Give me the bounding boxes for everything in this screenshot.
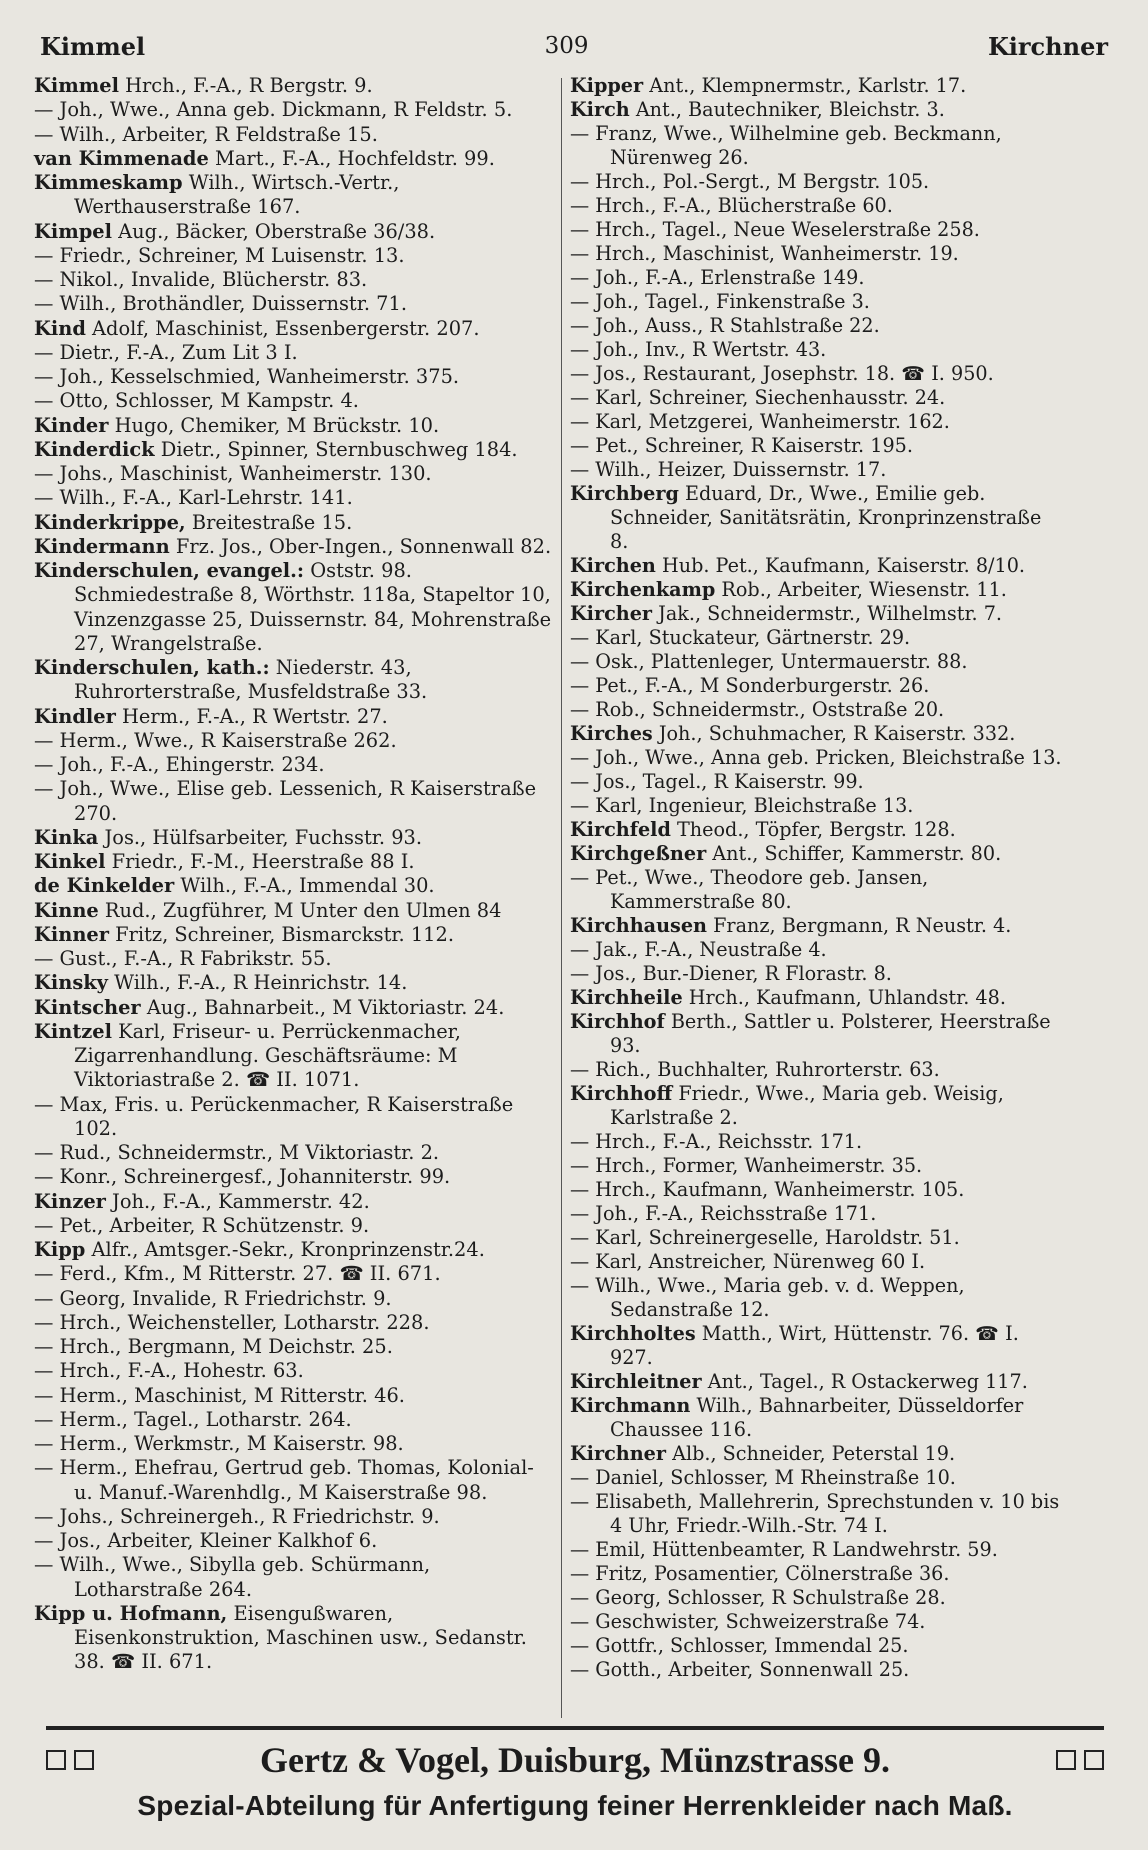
directory-entry (34, 559, 554, 656)
entry-details: Rud., Zugführer, M Unter den Ulmen 84 (98, 898, 502, 922)
directory-entry (34, 874, 554, 898)
directory-entry (570, 1562, 1064, 1586)
entry-details: Oststr. 98. Schmiedestraße 8, Wörthstr. 118a, Stapeltor 10, Vinzenzgasse 25, Duissernstr. 84, Mohrenstraße 27, Wrangelstraße. (74, 559, 552, 655)
entry-details: — Georg, Invalide, R Friedrichstr. 9. (34, 1286, 392, 1310)
directory-entry (34, 389, 554, 413)
directory-entry (34, 1456, 554, 1505)
entry-surname: Kirchgeßner (570, 842, 707, 865)
directory-entry (34, 1165, 554, 1189)
entry-details: Berth., Sattler u. Polsterer, Heerstraße 93. (610, 1010, 1051, 1057)
entry-details: — Karl, Metzgerei, Wanheimerstr. 162. (570, 410, 950, 433)
directory-entry (570, 482, 1064, 554)
entry-details: Hrch., Kaufmann, Uhlandstr. 48. (682, 986, 1006, 1009)
entry-details: Eisengußwaren, Eisenkonstruktion, Maschinen usw., Sedanstr. 38. ☎ II. 671. (74, 1601, 527, 1674)
directory-entry (570, 722, 1064, 746)
page-header (40, 26, 1108, 66)
directory-entry (34, 1408, 554, 1432)
entry-details: Frz. Jos., Ober-Ingen., Sonnenwall 82. (169, 534, 552, 558)
directory-entry (34, 705, 554, 729)
entry-details: — Osk., Plattenleger, Untermauerstr. 88. (570, 650, 968, 673)
entry-details: — Franz, Wwe., Wilhelmine geb. Beckmann, Nürenweg 26. (570, 122, 1002, 169)
right-column (570, 74, 1064, 1682)
directory-entry (570, 386, 1064, 410)
directory-entry (570, 1010, 1064, 1058)
directory-entry (34, 147, 554, 171)
directory-entry (34, 1359, 554, 1383)
entry-details: — Joh., Kesselschmied, Wanheimerstr. 375. (34, 365, 460, 388)
entry-surname: Kinka (34, 825, 99, 849)
entry-surname: Kindermann (34, 534, 170, 558)
entry-surname: Kinderschulen, evangel.: (34, 559, 305, 582)
directory-entry (570, 1466, 1064, 1490)
entry-details: Wilh., F.-A., Immendal 30. (174, 874, 435, 898)
directory-entry (570, 914, 1064, 938)
directory-entry (34, 1432, 554, 1456)
directory-entry (570, 362, 1064, 386)
entry-details: — Rich., Buchhalter, Ruhrorterstr. 63. (570, 1058, 940, 1081)
ad-company-line: Gertz & Vogel, Duisburg, Münzstrasse 9. (260, 1740, 890, 1780)
entry-details: — Fritz, Posamentier, Cölnerstraße 36. (570, 1562, 950, 1585)
entry-details: Wilh., Bahnarbeiter, Düsseldorfer Chaussee 116. (610, 1394, 1024, 1441)
entry-details: — Joh., Auss., R Stahlstraße 22. (570, 314, 880, 337)
directory-entry (570, 1442, 1064, 1466)
directory-entry (34, 923, 554, 947)
directory-entry (570, 818, 1064, 842)
entry-surname: Kircher (570, 602, 653, 625)
directory-entry (34, 365, 554, 389)
entry-details: — Herm., Maschinist, M Ritterstr. 46. (34, 1383, 405, 1407)
directory-entry (34, 1093, 554, 1142)
directory-entry (570, 1370, 1064, 1394)
entry-surname: Kirchheile (570, 986, 683, 1009)
footer-ad-headline (46, 1736, 1104, 1784)
entry-surname: Kimmeskamp (34, 171, 183, 194)
entry-details: — Karl, Ingenieur, Bleichstraße 13. (570, 794, 914, 817)
directory-entry (570, 650, 1064, 674)
directory-entry (570, 218, 1064, 242)
directory-entry (570, 1610, 1064, 1634)
entry-details: — Jos., Restaurant, Josephstr. 18. ☎ I. 950. (570, 362, 994, 385)
directory-entry (34, 1335, 554, 1359)
entry-details: — Hrch., Maschinist, Wanheimerstr. 19. (570, 242, 959, 265)
entry-details: — Gotth., Arbeiter, Sonnenwall 25. (570, 1658, 910, 1681)
entry-details: — Pet., Arbeiter, R Schützenstr. 9. (34, 1213, 370, 1237)
entry-details: Eduard, Dr., Wwe., Emilie geb. Schneider, Sanitätsrätin, Kronprinzenstraße 8. (610, 482, 1042, 553)
entry-surname: Kirchleitner (570, 1370, 702, 1393)
entry-surname: Kirchfeld (570, 818, 671, 841)
directory-entry (34, 268, 554, 292)
entry-details: — Pet., Schreiner, R Kaiserstr. 195. (570, 434, 913, 457)
directory-entry (34, 1238, 554, 1262)
directory-entry (34, 1553, 554, 1602)
entry-details: — Joh., Wwe., Elise geb. Lessenich, R Kaiserstraße 270. (34, 777, 537, 825)
entry-details: — Johs., Schreinergeh., R Friedrichstr. 9. (34, 1504, 440, 1528)
entry-details: — Wilh., Heizer, Duissernstr. 17. (570, 458, 887, 481)
entry-details: Aug., Bahnarbeit., M Viktoriastr. 24. (140, 995, 505, 1019)
entry-details: Alb., Schneider, Peterstal 19. (665, 1442, 956, 1465)
directory-entry (34, 535, 554, 559)
entry-surname: Kirchholtes (570, 1322, 696, 1345)
directory-entry (34, 98, 554, 122)
entry-details: — Jos., Tagel., R Kaiserstr. 99. (570, 770, 864, 793)
directory-entry (570, 1130, 1064, 1154)
entry-surname: Kinderkrippe, (34, 510, 186, 534)
directory-entry (570, 578, 1064, 602)
directory-entry (34, 486, 554, 510)
entry-details: Jak., Schneidermstr., Wilhelmstr. 7. (652, 602, 1003, 625)
directory-entry (570, 602, 1064, 626)
entry-details: Jos., Hülfsarbeiter, Fuchsstr. 93. (98, 825, 423, 849)
entry-details: Aug., Bäcker, Oberstraße 36/38. (112, 219, 436, 243)
entry-details: — Hrch., Former, Wanheimerstr. 35. (570, 1154, 923, 1177)
entry-details: — Joh., F.-A., Erlenstraße 149. (570, 266, 865, 289)
entry-details: Karl, Friseur- u. Perrückenmacher, Zigarrenhandlung. Geschäftsräume: M Viktoriastraße 2. ☎ II. 1071. (74, 1019, 461, 1092)
directory-entry (570, 1658, 1064, 1682)
entry-details: — Hrch., Pol.-Sergt., M Bergstr. 105. (570, 170, 930, 193)
directory-entry (34, 826, 554, 850)
directory-entry (570, 290, 1064, 314)
directory-entry (570, 458, 1064, 482)
entry-details: Mart., F.-A., Hochfeldstr. 99. (208, 146, 495, 170)
entry-details: — Hrch., Kaufmann, Wanheimerstr. 105. (570, 1178, 965, 1201)
directory-entry (570, 626, 1064, 650)
directory-entry (570, 986, 1064, 1010)
directory-entry (34, 292, 554, 316)
directory-entry (570, 74, 1064, 98)
entry-surname: Kinder (34, 413, 109, 437)
entry-surname: Kirchenkamp (570, 578, 716, 601)
entry-details: Friedr., Wwe., Maria geb. Weisig, Karlstraße 2. (610, 1082, 1004, 1129)
entry-details: Matth., Wirt, Hüttenstr. 76. ☎ I. 927. (610, 1322, 1019, 1369)
directory-entry (34, 1311, 554, 1335)
footer-ad-tagline: Spezial-Abteilung für Anfertigung feiner Herrenkleider nach Maß. (137, 1790, 1013, 1821)
directory-entry (570, 1634, 1064, 1658)
directory-entry (570, 938, 1064, 962)
entry-surname: Kirchner (570, 1442, 666, 1465)
entry-surname: Kirchhof (570, 1010, 665, 1033)
entry-details: — Rob., Schneidermstr., Oststraße 20. (570, 698, 945, 721)
directory-entry (34, 123, 554, 147)
entry-details: Rob., Arbeiter, Wiesenstr. 11. (715, 578, 1007, 601)
directory-entry (570, 866, 1064, 914)
entry-surname: Kintscher (34, 995, 141, 1019)
entry-details: — Dietr., F.-A., Zum Lit 3 I. (34, 340, 298, 364)
entry-details: — Pet., F.-A., M Sonderburgerstr. 26. (570, 674, 930, 697)
entry-details: — Hrch., F.-A., Hohestr. 63. (34, 1359, 304, 1383)
directory-entry (34, 899, 554, 923)
entry-details: — Ferd., Kfm., M Ritterstr. 27. ☎ II. 671. (34, 1262, 441, 1286)
entry-details: — Herm., Tagel., Lotharstr. 264. (34, 1407, 352, 1431)
entry-surname: Kirchhausen (570, 914, 708, 937)
entry-surname: Kimpel (34, 219, 112, 243)
directory-entry (570, 770, 1064, 794)
entry-details: Ant., Bautechniker, Bleichstr. 3. (629, 98, 945, 121)
entry-details: — Emil, Hüttenbeamter, R Landwehrstr. 59. (570, 1538, 998, 1561)
entry-surname: Kintzel (34, 1019, 112, 1043)
entry-details: — Hrch., F.-A., Reichsstr. 171. (570, 1130, 863, 1153)
entry-details: Fritz, Schreiner, Bismarckstr. 112. (108, 922, 455, 946)
directory-entry (570, 98, 1064, 122)
entry-details: — Pet., Wwe., Theodore geb. Jansen, Kammerstraße 80. (570, 866, 929, 913)
directory-entry (570, 674, 1064, 698)
entry-surname: Kinne (34, 898, 99, 922)
directory-entry (570, 962, 1064, 986)
entry-details: Ant., Tagel., R Ostackerweg 117. (701, 1370, 1028, 1393)
directory-entry (570, 1490, 1064, 1538)
entry-details: Herm., F.-A., R Wertstr. 27. (115, 704, 388, 728)
ornament-boxes-left (46, 1750, 94, 1770)
entry-details: Hrch., F.-A., R Bergstr. 9. (118, 74, 373, 97)
entry-surname: Kirchhoff (570, 1082, 673, 1105)
left-column (34, 74, 554, 1675)
entry-surname: Kirchberg (570, 482, 679, 505)
header-left-word: Kimmel (40, 31, 146, 61)
entry-details: Franz, Bergmann, R Neustr. 4. (707, 914, 1012, 937)
entry-surname: Kipp u. Hofmann, (34, 1601, 228, 1625)
directory-entry (34, 1262, 554, 1286)
directory-entry (570, 434, 1064, 458)
footer-rule (46, 1726, 1104, 1730)
directory-entry (34, 511, 554, 535)
entry-surname: Kipper (570, 74, 644, 97)
directory-entry (34, 1602, 554, 1675)
entry-details: — Joh., Wwe., Anna geb. Pricken, Bleichstraße 13. (570, 746, 1062, 769)
directory-entry (570, 410, 1064, 434)
entry-details: — Joh., Tagel., Finkenstraße 3. (570, 290, 870, 313)
directory-entry (570, 1058, 1064, 1082)
entry-details: — Karl, Stuckateur, Gärtnerstr. 29. (570, 626, 911, 649)
entry-details: — Friedr., Schreiner, M Luisenstr. 13. (34, 243, 405, 267)
entry-details: — Konr., Schreinergesf., Johanniterstr. 99. (34, 1165, 451, 1189)
entry-details: Wilh., F.-A., R Heinrichstr. 14. (107, 971, 408, 995)
entry-details: Hugo, Chemiker, M Brückstr. 10. (108, 413, 440, 437)
directory-entry (34, 947, 554, 971)
directory-entry (570, 1226, 1064, 1250)
entry-details: — Daniel, Schlosser, M Rheinstraße 10. (570, 1466, 956, 1489)
entry-surname: Kipp (34, 1238, 86, 1261)
directory-entry (570, 1322, 1064, 1370)
directory-entry (34, 171, 554, 220)
directory-entry (34, 220, 554, 244)
entry-surname: Kirchmann (570, 1394, 691, 1417)
entry-details: — Rud., Schneidermstr., M Viktoriastr. 2. (34, 1141, 440, 1164)
entry-details: — Gust., F.-A., R Fabrikstr. 55. (34, 947, 332, 970)
entry-details: Joh., F.-A., Kammerstr. 42. (105, 1189, 370, 1213)
entry-details: — Max, Fris. u. Perückenmacher, R Kaiserstraße 102. (34, 1092, 514, 1140)
entry-details: — Jak., F.-A., Neustraße 4. (570, 938, 827, 961)
entry-details: — Elisabeth, Mallehrerin, Sprechstunden v. 10 bis 4 Uhr, Friedr.-Wilh.-Str. 74 I. (570, 1490, 1060, 1537)
entry-details: — Wilh., Wwe., Maria geb. v. d. Weppen, Sedanstraße 12. (570, 1274, 965, 1321)
entry-surname: Kimmel (34, 74, 119, 97)
entry-surname: Kirches (570, 722, 653, 745)
directory-entry (570, 698, 1064, 722)
entry-details: — Georg, Schlosser, R Schulstraße 28. (570, 1586, 946, 1609)
entry-details: Joh., Schuhmacher, R Kaiserstr. 332. (652, 722, 1016, 745)
directory-entry (570, 554, 1064, 578)
directory-entry (34, 729, 554, 753)
directory-entry (570, 1154, 1064, 1178)
directory-entry (570, 842, 1064, 866)
directory-entry (570, 1538, 1064, 1562)
directory-entry (34, 1020, 554, 1093)
directory-entry (34, 1141, 554, 1165)
entry-details: — Wilh., Wwe., Sibylla geb. Schürmann, Lotharstraße 264. (34, 1553, 431, 1601)
entry-details: — Karl, Schreinergeselle, Haroldstr. 51. (570, 1226, 960, 1249)
directory-entry (34, 341, 554, 365)
directory-entry (34, 850, 554, 874)
entry-details: — Otto, Schlosser, M Kampstr. 4. (34, 389, 359, 413)
entry-surname: Kinderschulen, kath.: (34, 656, 270, 679)
entry-details: — Wilh., F.-A., Karl-Lehrstr. 141. (34, 486, 353, 510)
directory-entry (34, 1287, 554, 1311)
directory-entry (34, 414, 554, 438)
entry-details: Theod., Töpfer, Bergstr. 128. (670, 818, 956, 841)
directory-entry (570, 794, 1064, 818)
entry-surname: Kinkel (34, 850, 106, 873)
directory-entry (570, 122, 1064, 170)
entry-details: Hub. Pet., Kaufmann, Kaiserstr. 8/10. (655, 554, 1026, 577)
entry-surname: Kinderdick (34, 437, 155, 461)
entry-details: Ant., Schiffer, Kammerstr. 80. (706, 842, 1002, 865)
column-divider (561, 78, 562, 1718)
entry-details: — Gottfr., Schlosser, Immendal 25. (570, 1634, 909, 1657)
directory-entry (34, 1529, 554, 1553)
entry-details: Breitestraße 15. (185, 510, 353, 534)
entry-surname: de Kinkelder (34, 874, 175, 898)
directory-entry (34, 317, 554, 341)
entry-surname: Kindler (34, 704, 116, 728)
directory-entry (570, 1082, 1064, 1130)
entry-details: — Joh., Inv., R Wertstr. 43. (570, 338, 827, 361)
entry-surname: Kirchen (570, 554, 656, 577)
entry-details: — Jos., Arbeiter, Kleiner Kalkhof 6. (34, 1529, 378, 1552)
entry-details: — Jos., Bur.-Diener, R Florastr. 8. (570, 962, 892, 985)
directory-entry (570, 314, 1064, 338)
directory-entry (34, 777, 554, 826)
directory-entry (570, 194, 1064, 218)
entry-details: — Herm., Werkmstr., M Kaiserstr. 98. (34, 1432, 404, 1455)
directory-entry (570, 1274, 1064, 1322)
directory-entry (570, 242, 1064, 266)
ornament-boxes-right (1056, 1750, 1104, 1770)
directory-entry (570, 1586, 1064, 1610)
directory-entry (34, 656, 554, 705)
entry-details: Dietr., Spinner, Sternbuschweg 184. (154, 437, 518, 461)
directory-entry (34, 462, 554, 486)
directory-entry (34, 74, 554, 98)
directory-entry (570, 746, 1064, 770)
entry-details: — Joh., F.-A., Reichsstraße 171. (570, 1202, 877, 1225)
header-right-word: Kirchner (987, 31, 1108, 61)
entry-details: — Wilh., Brothändler, Duissernstr. 71. (34, 292, 408, 316)
directory-entry (34, 1190, 554, 1214)
directory-entry (570, 1250, 1064, 1274)
entry-surname: van Kimmenade (34, 146, 209, 170)
directory-entry (570, 1394, 1064, 1442)
entry-surname: Kinner (34, 922, 109, 946)
entry-details: — Nikol., Invalide, Blücherstr. 83. (34, 268, 368, 291)
entry-surname: Kinsky (34, 971, 108, 995)
entry-details: — Herm., Ehefrau, Gertrud geb. Thomas, Kolonial- u. Manuf.-Warenhdlg., M Kaiserstraße 98. (34, 1456, 534, 1504)
entry-details: — Geschwister, Schweizerstraße 74. (570, 1610, 926, 1633)
entry-details: — Hrch., Tagel., Neue Weselerstraße 258. (570, 218, 980, 241)
entry-details: Adolf, Maschinist, Essenbergerstr. 207. (85, 316, 480, 340)
directory-entry (570, 1178, 1064, 1202)
directory-entry (34, 996, 554, 1020)
entry-details: — Karl, Schreiner, Siechenhausstr. 24. (570, 386, 946, 409)
entry-details: — Wilh., Arbeiter, R Feldstraße 15. (34, 122, 378, 146)
entry-surname: Kind (34, 316, 86, 340)
entry-details: — Johs., Maschinist, Wanheimerstr. 130. (34, 462, 432, 485)
entry-details: — Hrch., Weichensteller, Lotharstr. 228. (34, 1310, 430, 1334)
directory-entry (34, 244, 554, 268)
entry-details: Ant., Klempnermstr., Karlstr. 17. (643, 74, 967, 97)
page-number: 309 (544, 33, 589, 59)
directory-entry (34, 1214, 554, 1238)
directory-entry (34, 1384, 554, 1408)
directory-entry (34, 971, 554, 995)
directory-entry (34, 753, 554, 777)
entry-surname: Kinzer (34, 1189, 106, 1213)
directory-entry (570, 1202, 1064, 1226)
entry-details: Alfr., Amtsger.-Sekr., Kronprinzenstr.24. (85, 1238, 485, 1261)
entry-details: Friedr., F.-M., Heerstraße 88 I. (105, 850, 415, 873)
entry-details: — Joh., F.-A., Ehingerstr. 234. (34, 753, 325, 776)
directory-entry (34, 1505, 554, 1529)
entry-details: — Hrch., F.-A., Blücherstraße 60. (570, 194, 893, 217)
directory-entry (570, 266, 1064, 290)
entry-details: — Karl, Anstreicher, Nürenweg 60 I. (570, 1250, 926, 1273)
entry-surname: Kirch (570, 98, 630, 121)
entry-details: — Joh., Wwe., Anna geb. Dickmann, R Feldstr. 5. (34, 98, 513, 122)
entry-details: — Herm., Wwe., R Kaiserstraße 262. (34, 728, 397, 752)
directory-entry (570, 338, 1064, 362)
entry-details: Niederstr. 43, Ruhrorterstraße, Musfeldstraße 33. (74, 656, 428, 704)
entry-details: Wilh., Wirtsch.-Vertr., Werthauserstraße 167. (74, 171, 400, 219)
directory-entry (34, 438, 554, 462)
directory-entry (570, 170, 1064, 194)
entry-details: — Hrch., Bergmann, M Deichstr. 25. (34, 1335, 393, 1358)
